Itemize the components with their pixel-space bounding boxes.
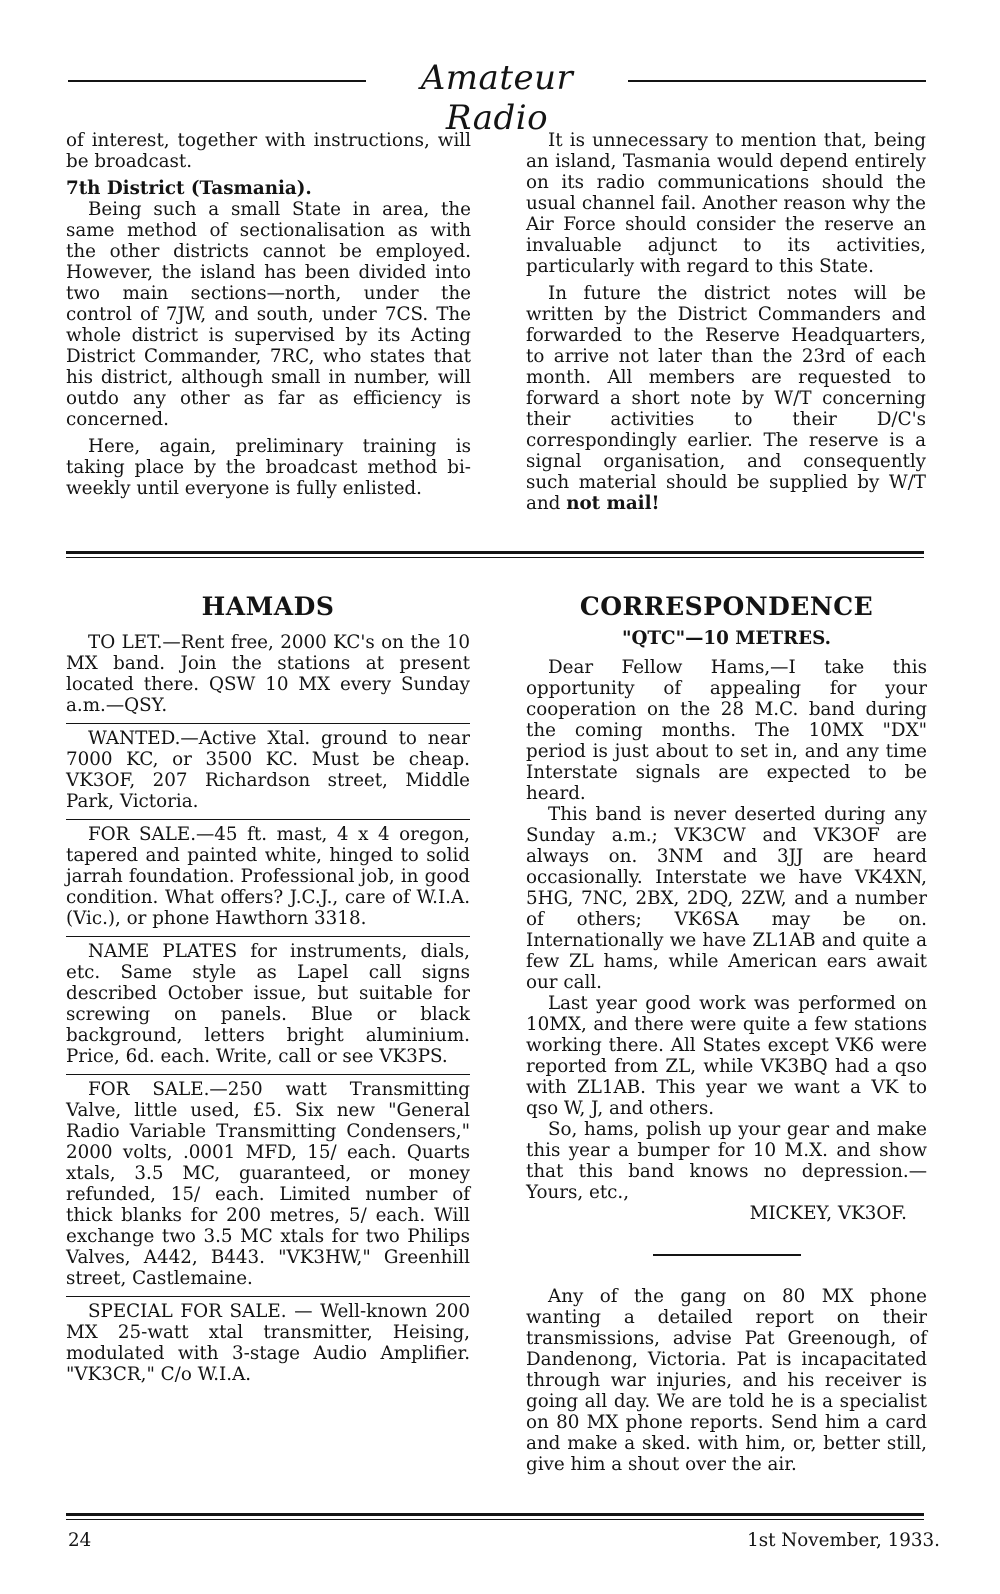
magazine-title: Amateur Radio [420,58,574,138]
correspondence-column [526,592,927,1475]
paragraph [526,283,926,514]
classified-ad: WANTED.—Active Xtal. ground to near 7000 KC, or 3500 KC. Must be cheap. VK3OF, 207 Richardson street, Middle Park, Victoria. [66,724,470,820]
section-divider [66,551,924,559]
classified-ad: FOR SALE.—45 ft. mast, 4 x 4 oregon, tapered and painted white, hinged to solid jarrah foundation. Professional job, in good condition. What offers? J.C.J., care of W.I.A. (Vic.), or phone Hawthorn 3318. [66,820,470,937]
classified-ad: SPECIAL FOR SALE. — Well-known 200 MX 25-watt xtal transmitter, Heising, modulated with 3-stage Audio Amplifier. "VK3CR," C/o W.I.A. [66,1301,470,1385]
classified-ad: TO LET.—Rent free, 2000 KC's on the 10 MX band. Join the stations at present located there. QSW 10 MX every Sunday a.m.—QSY. [66,628,470,724]
header-rule-right [628,80,926,82]
footer-divider [66,1513,924,1521]
paragraph: This band is never deserted during any Sunday a.m.; VK3CW and VK3OF are always on. 3NM and 3JJ are heard occasionally. Interstate we have VK4XN, 5HG, 7NC, 2BX, 2DQ, 2ZW, and a number of others; VK6SA may be on. Internationally we have ZL1AB and quite a few ZL hams, while American ears await our call. [526,804,927,993]
hamads-column [66,592,470,1392]
header-rule-left [68,80,366,82]
paragraph: Dear Fellow Hams,—I take this opportunity of appealing for your cooperation on the 28 M.C. band during the coming months. The 10MX "DX" period is just about to set in, and any time Interstate signals are expected to be heard. [526,657,927,804]
paragraph: It is unnecessary to mention that, being an island, Tasmania would depend entirely on its radio communications should the usual channel fail. Another reason why the Air Force should consider the reserve an invaluable adjunct to its activities, particularly with regard to this State. [526,130,926,277]
issue-date: 1st November, 1933. [747,1530,940,1551]
paragraph: Any of the gang on 80 MX phone wanting a detailed report on their transmissions, advise Pat Greenough, of Dandenong, Victoria. Pat is incapacitated through war injuries, and his receiver is going all day. We are told he is a specialist on 80 MX phone reports. Send him a card and make a sked. with him, or, better still, give him a shout over the air. [526,1285,927,1475]
hamads-title: HAMADS [201,592,335,621]
paragraph: So, hams, polish up your gear and make this year a bumper for 10 M.X. and show that this band knows no depression.—Yours, etc., [526,1119,927,1203]
district-heading: 7th District (Tasmania). [66,178,312,199]
paragraph: Being such a small State in area, the same method of sectionalisation as with the other districts cannot be employed. However, the island has been divided into two main sections—north, under the control of 7JW, and south, under 7CS. The whole district is supervised by its Acting District Commander, 7RC, who states that his district, although small in number, will outdo any other as far as efficiency is concerned. [66,199,471,430]
classified-ad: FOR SALE.—250 watt Transmitting Valve, little used, £5. Six new "General Radio Variable Transmitting Condensers," 2000 volts, .0001 MFD, 15/ each. Quarts xtals, 3.5 MC, guaranteed, or money refunded, 15/ each. Limited number of thick blanks for 200 metres, 5/ each. Will exchange two 3.5 MC xtals for two Philips Valves, A442, B443. "VK3HW," Greenhill street, Castlemaine. [66,1075,470,1297]
paragraph: Here, again, preliminary training is taking place by the broadcast method bi-weekly until everyone is fully enlisted. [66,436,471,499]
correspondence-title: CORRESPONDENCE [579,592,874,621]
paragraph-text: In future the district notes will be written by the District Commanders and forwarded to the Reserve Headquarters, to arrive not later than the 23rd of each month. All members are requested to forward a short note by W/T concerning their activities to their D/C's correspondingly earlier. The reserve is a signal organisation, and consequently such material should be supplied by W/T and [526,283,926,514]
paragraph: of interest, together with instructions, will be broadcast. [66,130,471,172]
top-right-column [526,130,926,514]
classified-ad: NAME PLATES for instruments, dials, etc. Same style as Lapel call signs described October issue, but suitable for screwing on panels. Blue or black background, letters bright aluminium. Price, 6d. each. Write, call or see VK3PS. [66,937,470,1075]
short-divider [653,1254,801,1256]
letter-signature: MICKEY, VK3OF. [749,1203,907,1224]
top-left-column [66,130,471,499]
page-number: 24 [68,1530,92,1551]
letter-subtitle: "QTC"—10 METRES. [621,628,832,649]
running-header [68,58,926,138]
emphasis-text: not mail! [566,493,660,514]
paragraph: Last year good work was performed on 10MX, and there were quite a few stations working there. All States except VK6 were reported from ZL, while VK3BQ had a qso with ZL1AB. This year we want a VK to qso W, J, and others. [526,993,927,1119]
